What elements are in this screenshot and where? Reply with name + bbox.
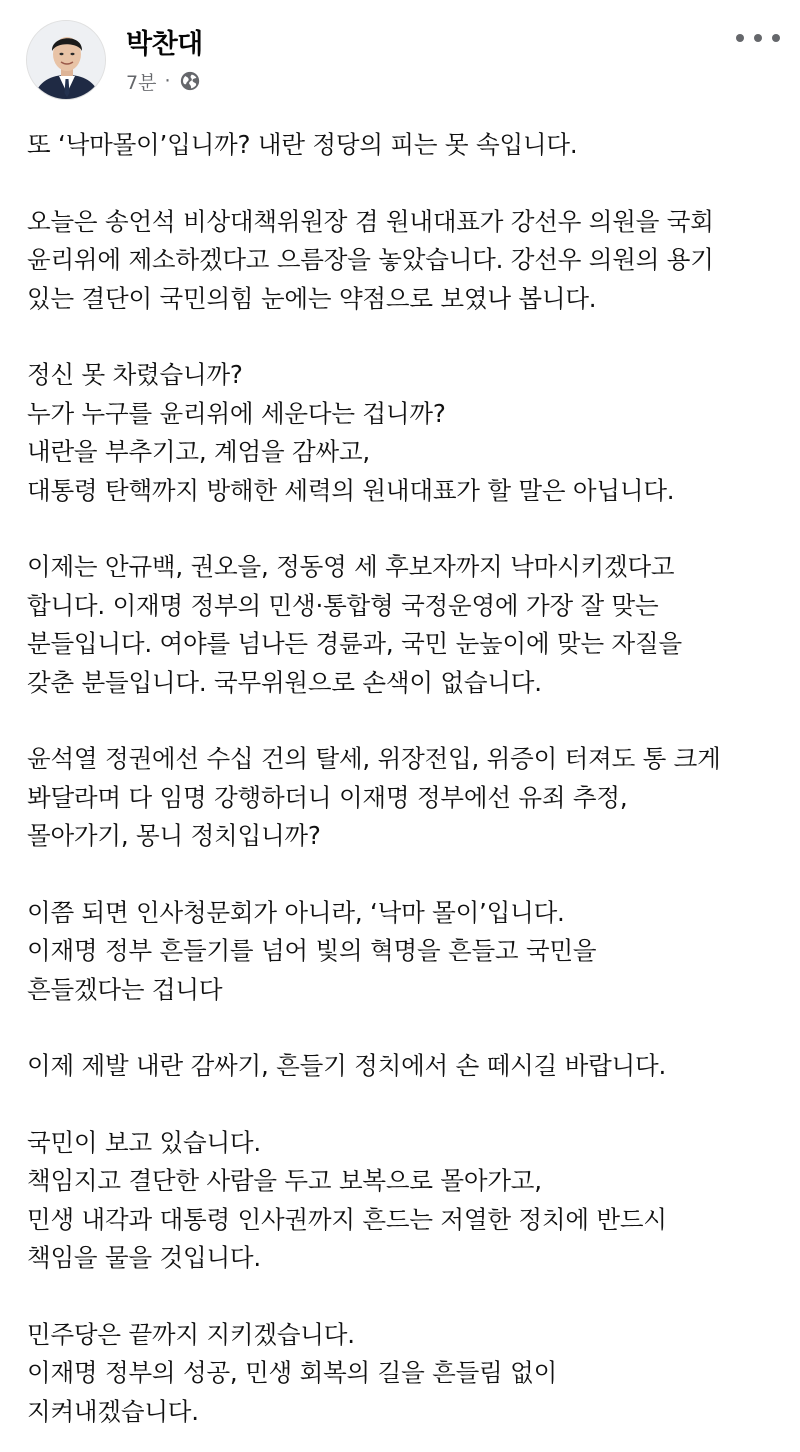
post-timestamp[interactable]: 7분: [126, 71, 157, 94]
author-name[interactable]: 박찬대: [126, 29, 203, 60]
author-avatar[interactable]: [26, 20, 106, 100]
paragraph-4: [27, 548, 787, 702]
post-text-line: 이제는 안규백, 권오을, 정동영 세 후보자까지 낙마시키겠다고: [27, 552, 675, 581]
post-body: [27, 126, 787, 1431]
paragraph-3: [27, 356, 787, 510]
more-dot: [754, 34, 762, 42]
paragraph-8: [27, 1124, 787, 1278]
post-text-line: 책임을 물을 것입니다.: [27, 1243, 261, 1272]
post-text-line: 이쯤 되면 인사청문회가 아니라, ‘낙마 몰이’입니다.: [27, 897, 565, 927]
more-dot: [736, 34, 744, 42]
paragraph-7: [27, 1047, 787, 1086]
globe-icon[interactable]: [179, 70, 201, 92]
post-text-line: 대통령 탄핵까지 방해한 세력의 원내대표가 할 말은 아닙니다.: [27, 475, 675, 505]
post-text-line: 봐달라며 다 임명 강행하더니 이재명 정부에선 유죄 추정,: [27, 782, 628, 812]
post-text-line: 지켜내겠습니다.: [27, 1396, 199, 1426]
post-text-line: 갖춘 분들입니다. 국무위원으로 손색이 없습니다.: [27, 667, 542, 697]
post-text-line: 흔들겠다는 겁니다: [27, 974, 223, 1004]
post-text-line: 정신 못 차렸습니까?: [27, 360, 243, 389]
post-text-line: 내란을 부추기고, 계엄을 감싸고,: [27, 437, 371, 466]
post-text-line: 이재명 정부 흔들기를 넘어 빛의 혁명을 흔들고 국민을: [27, 936, 597, 965]
author-photo: [27, 21, 106, 100]
post-text-line: 합니다. 이재명 정부의 민생·통합형 국정운영에 가장 잘 맞는: [27, 590, 659, 620]
paragraph-5: [27, 740, 787, 856]
post-text-line: 몰아가기, 몽니 정치입니까?: [27, 821, 321, 850]
post-text-line: 또 ‘낙마몰이’입니까? 내란 정당의 피는 못 속입니다.: [27, 130, 578, 159]
post-text-line: 이재명 정부의 성공, 민생 회복의 길을 흔들림 없이: [27, 1358, 558, 1387]
post-text-line: 누가 누구를 윤리위에 세운다는 겁니까?: [27, 398, 446, 428]
paragraph-9: [27, 1316, 787, 1432]
post-meta: [126, 66, 201, 96]
post-text-line: 이제 제발 내란 감싸기, 흔들기 정치에서 손 떼시길 바랍니다.: [27, 1051, 667, 1080]
post-text-line: 윤석열 정권에선 수십 건의 탈세, 위장전입, 위증이 터져도 통 크게: [27, 744, 721, 773]
post-text-line: 있는 결단이 국민의힘 눈에는 약점으로 보였나 봅니다.: [27, 283, 597, 313]
post-text-line: 윤리위에 제소하겠다고 으름장을 놓았습니다. 강선우 의원의 용기: [27, 245, 714, 274]
post-text-line: 민주당은 끝까지 지키겠습니다.: [27, 1319, 355, 1349]
meta-separator: ·: [164, 70, 171, 92]
post-text-line: 오늘은 송언석 비상대책위원장 겸 원내대표가 강선우 의원을 국회: [27, 206, 714, 236]
paragraph-1: [27, 126, 787, 165]
post-text-line: 민생 내각과 대통령 인사권까지 흔드는 저열한 정치에 반드시: [27, 1204, 667, 1234]
post-text-line: 국민이 보고 있습니다.: [27, 1127, 261, 1157]
paragraph-2: [27, 203, 787, 319]
paragraph-6: [27, 894, 787, 1010]
post-text-line: 분들입니다. 여야를 넘나든 경륜과, 국민 눈높이에 맞는 자질을: [27, 629, 682, 658]
post-header: [0, 0, 800, 110]
more-dot: [772, 34, 780, 42]
post-text-line: 책임지고 결단한 사람을 두고 보복으로 몰아가고,: [27, 1166, 542, 1195]
more-options-icon[interactable]: [736, 24, 780, 52]
